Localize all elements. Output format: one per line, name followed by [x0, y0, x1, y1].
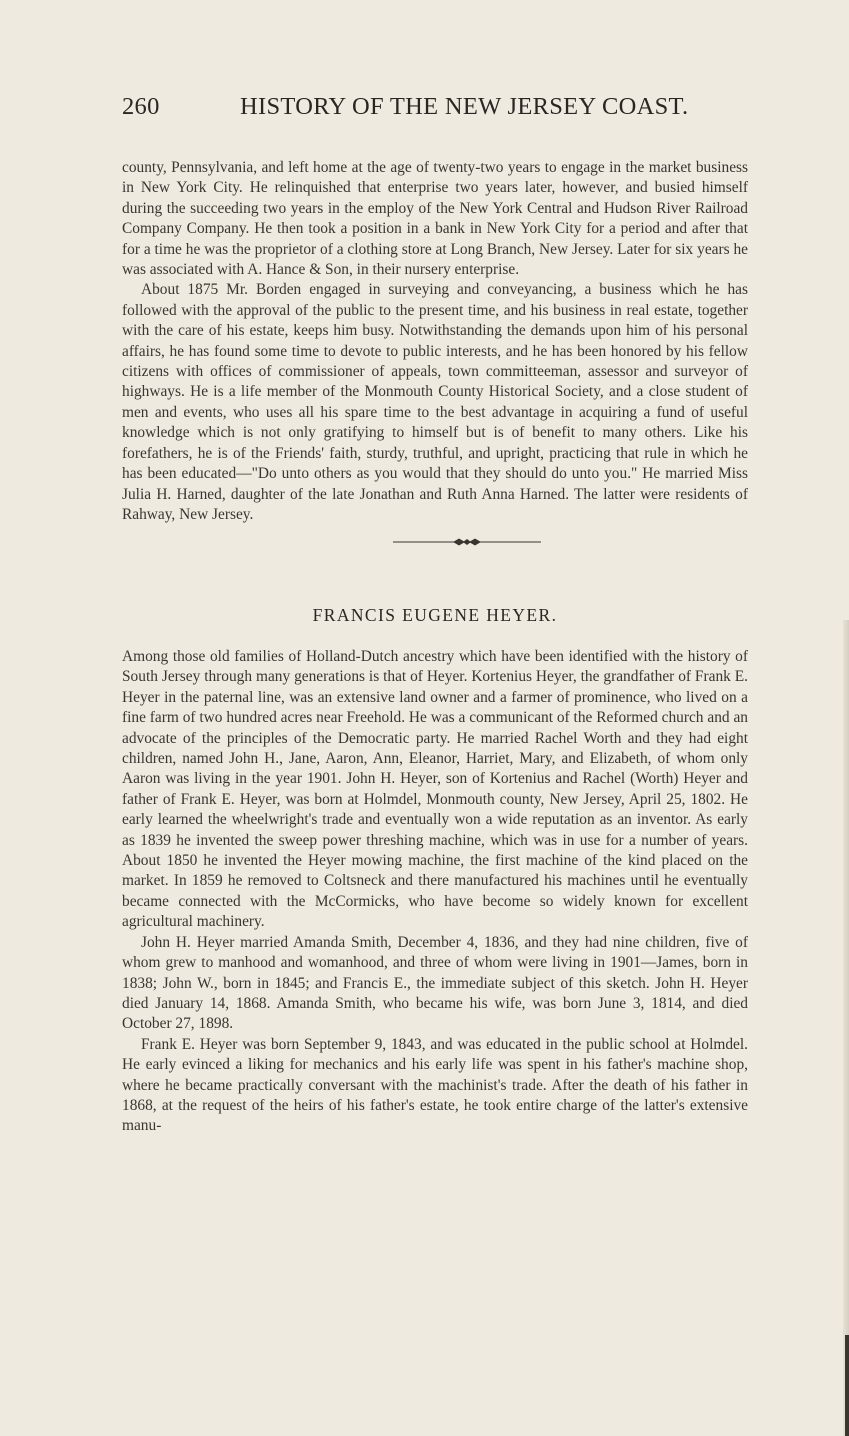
page-edge-shadow — [843, 620, 849, 1436]
page-edge-binding — [845, 1335, 849, 1436]
continued-biography-text — [122, 158, 748, 525]
section-title: FRANCIS EUGENE HEYER. — [312, 605, 558, 625]
section-divider-ornament — [393, 537, 541, 547]
page-header — [122, 93, 741, 121]
paragraph: Frank E. Heyer was born September 9, 1843, and was educated in the public school at Holmdel. He early evinced a liking for mechanics and his early life was spent in his father's machine shop, where he became practically conversant with the machinist's trade. After the death of his father in 1868, at the request of the heirs of his father's estate, he took entire charge of the latter's extensive manu- — [122, 1035, 748, 1135]
running-title: HISTORY OF THE NEW JERSEY COAST. — [240, 93, 689, 120]
paragraph: county, Pennsylvania, and left home at the age of twenty-two years to engage in the market business in New York City. He relinquished that enterprise two years later, however, and busied himself during the succeeding two years in the employ of the New York Central and Hudson River Railroad Company Company. He then took a position in a bank in New York City for a period and after that for a time he was the proprietor of a clothing store at Long Branch, New Jersey. Later for six years he was associated with A. Hance & Son, in their nursery enterprise. — [122, 159, 748, 279]
page-number: 260 — [122, 93, 160, 120]
paragraph: John H. Heyer married Amanda Smith, December 4, 1836, and they had nine children, five of whom grew to manhood and womanhood, and three of whom were living in 1901—James, born in 1838; John W., born in 1845; and Francis E., the immediate subject of this sketch. John H. Heyer died January 14, 1868. Amanda Smith, who became his wife, was born June 3, 1814, and died October 27, 1898. — [122, 933, 748, 1033]
paragraph: Among those old families of Holland-Dutch ancestry which have been identified with the history of South Jersey through many generations is that of Heyer. Kortenius Heyer, the grandfather of Frank E. Heyer in the paternal line, was an extensive land owner and a farmer of prominence, who lived on a fine farm of two hundred acres near Freehold. He was a communicant of the Reformed church and an advocate of the principles of the Democratic party. He married Rachel Worth and they had eight children, named John H., Jane, Aaron, Ann, Eleanor, Harriet, Mary, and Elizabeth, of whom only Aaron was living in the year 1901. John H. Heyer, son of Kortenius and Rachel (Worth) Heyer and father of Frank E. Heyer, was born at Holmdel, Monmouth county, New Jersey, April 25, 1802. He early learned the wheelwright's trade and eventually won a wide reputation as an inventor. As early as 1839 he invented the sweep power threshing machine, which was in use for a number of years. About 1850 he invented the Heyer mowing machine, the first machine of the kind placed on the market. In 1859 he removed to Coltsneck and there manufactured his machines until he eventually became connected with the McCormicks, who have become so widely known for excellent agricultural machinery. — [122, 648, 748, 931]
paragraph: About 1875 Mr. Borden engaged in surveying and conveyancing, a business which he has followed with the approval of the public to the present time, and his business in real estate, together with the care of his estate, keeps him busy. Notwithstanding the demands upon him of his personal affairs, he has found some time to devote to public interests, and he has been honored by his fellow citizens with offices of commissioner of appeals, town committeeman, assessor and surveyor of highways. He is a life member of the Monmouth County Historical Society, and a close student of men and events, who uses all his spare time to the best advantage in acquiring a fund of useful knowledge which is not only gratifying to himself but is of benefit to many others. Like his forefathers, he is of the Friends' faith, sturdy, truthful, and upright, practicing that rule in which he has been educated—"Do unto others as you would that they should do unto you." He married Miss Julia H. Harned, daughter of the late Jonathan and Ruth Anna Harned. The latter were residents of Rahway, New Jersey. — [122, 281, 748, 523]
heyer-biography-text — [122, 647, 748, 1137]
